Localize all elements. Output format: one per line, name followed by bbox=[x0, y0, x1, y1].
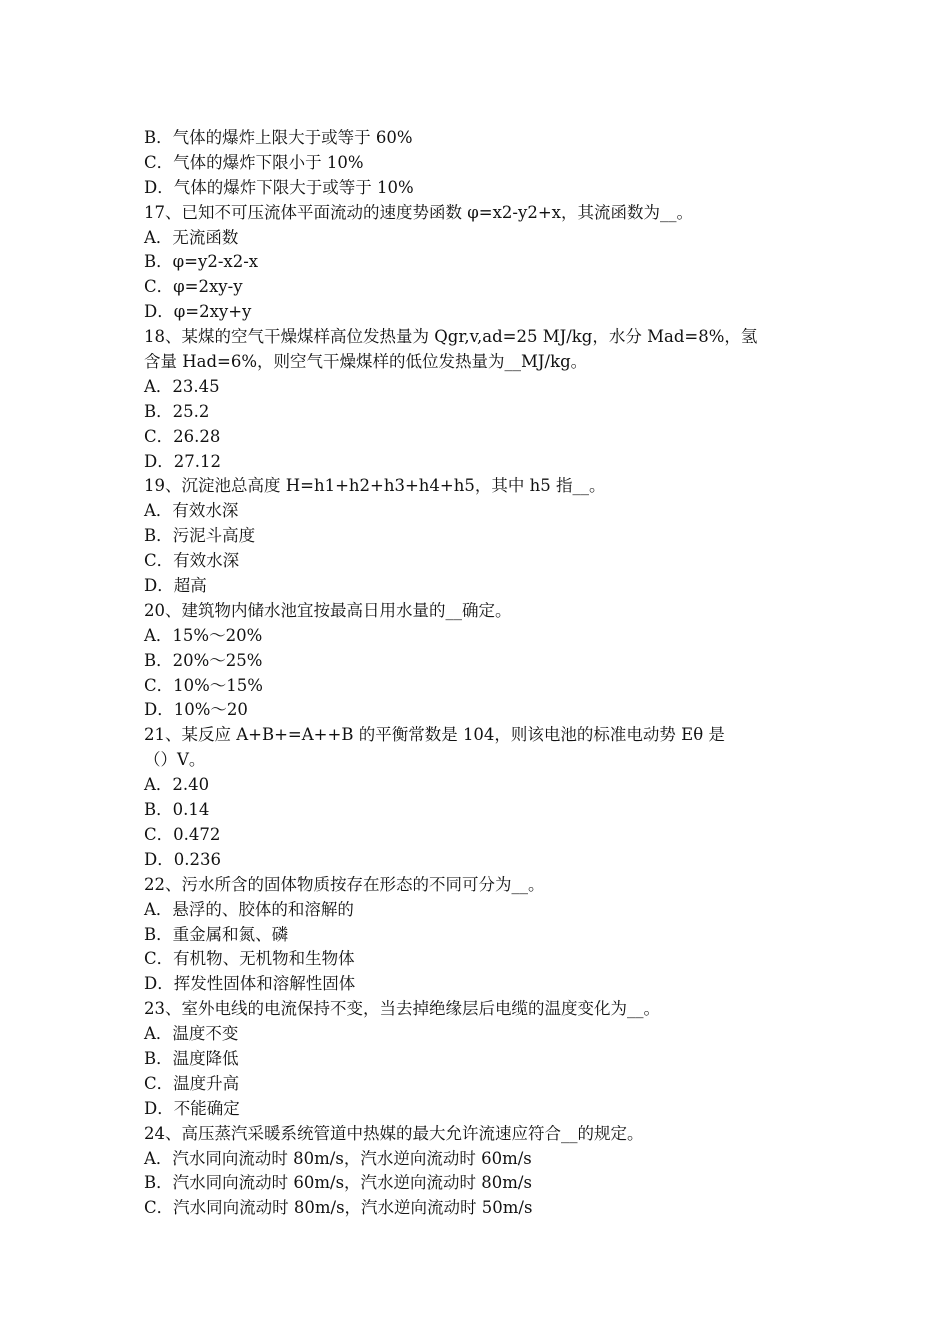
option-line: D．不能确定 bbox=[144, 1098, 240, 1118]
option-line: C．26.28 bbox=[144, 426, 221, 446]
option-line: D．27.12 bbox=[144, 451, 221, 471]
option-line: D．挥发性固体和溶解性固体 bbox=[144, 974, 356, 994]
option-line: B．20%～25% bbox=[144, 650, 263, 670]
option-line: D．φ=2xy+y bbox=[144, 302, 252, 322]
option-line: A．有效水深 bbox=[144, 501, 239, 521]
option-line: B．气体的爆炸上限大于或等于 60% bbox=[144, 128, 413, 147]
option-line: C．10%～15% bbox=[144, 675, 263, 695]
option-line: A．温度不变 bbox=[144, 1024, 239, 1044]
option-line: D．0.236 bbox=[144, 849, 221, 869]
option-line: C．有机物、无机物和生物体 bbox=[144, 949, 355, 969]
option-line: A．2.40 bbox=[144, 775, 210, 795]
option-line: A．汽水同向流动时 80m/s，汽水逆向流动时 60m/s bbox=[144, 1148, 532, 1168]
option-line: B．重金属和氮、磷 bbox=[144, 924, 289, 944]
document-body bbox=[144, 126, 810, 1221]
option-line: A．无流函数 bbox=[144, 227, 239, 247]
option-line: B．25.2 bbox=[144, 401, 210, 421]
option-line: C．汽水同向流动时 80m/s，汽水逆向流动时 50m/s bbox=[144, 1198, 533, 1218]
option-line: C．0.472 bbox=[144, 824, 221, 844]
option-line: B．φ=y2-x2-x bbox=[144, 252, 259, 272]
question-line: 17、已知不可压流体平面流动的速度势函数 φ=x2-y2+x，其流函数为__。 bbox=[144, 202, 693, 222]
question-line: 20、建筑物内储水池宜按最高日用水量的__确定。 bbox=[144, 600, 512, 620]
option-line: A．悬浮的、胶体的和溶解的 bbox=[144, 899, 354, 919]
option-line: C．φ=2xy-y bbox=[144, 277, 243, 297]
question-line-continued: （）V。 bbox=[144, 750, 206, 770]
question-line: 19、沉淀池总高度 H=h1+h2+h3+h4+h5，其中 h5 指__。 bbox=[144, 476, 606, 496]
option-line: C．有效水深 bbox=[144, 551, 240, 571]
question-line: 24、高压蒸汽采暖系统管道中热媒的最大允许流速应符合__的规定。 bbox=[144, 1123, 644, 1143]
question-line-continued: 含量 Had=6%，则空气干燥煤样的低位发热量为__MJ/kg。 bbox=[144, 352, 588, 372]
option-line: D．超高 bbox=[144, 576, 207, 596]
option-line: A．23.45 bbox=[144, 376, 220, 396]
question-line: 23、室外电线的电流保持不变，当去掉绝缘层后电缆的温度变化为__。 bbox=[144, 999, 660, 1019]
question-line: 21、某反应 A+B+=A++B 的平衡常数是 104，则该电池的标准电动势 Eθ 是 bbox=[144, 725, 725, 745]
question-line: 18、某煤的空气干燥煤样高位发热量为 Qgr,v,ad=25 MJ/kg，水分 Mad=8%，氢 bbox=[144, 327, 758, 347]
option-line: A．15%～20% bbox=[144, 625, 263, 645]
option-line: C．温度升高 bbox=[144, 1073, 240, 1093]
option-line: B．温度降低 bbox=[144, 1048, 239, 1068]
question-line: 22、污水所含的固体物质按存在形态的不同可分为__。 bbox=[144, 874, 545, 894]
option-line: D．10%～20 bbox=[144, 700, 248, 720]
option-line: B．污泥斗高度 bbox=[144, 526, 256, 546]
option-line: C．气体的爆炸下限小于 10% bbox=[144, 152, 364, 172]
option-line: B．汽水同向流动时 60m/s，汽水逆向流动时 80m/s bbox=[144, 1173, 532, 1193]
option-line: B．0.14 bbox=[144, 800, 210, 820]
option-line: D．气体的爆炸下限大于或等于 10% bbox=[144, 177, 414, 197]
